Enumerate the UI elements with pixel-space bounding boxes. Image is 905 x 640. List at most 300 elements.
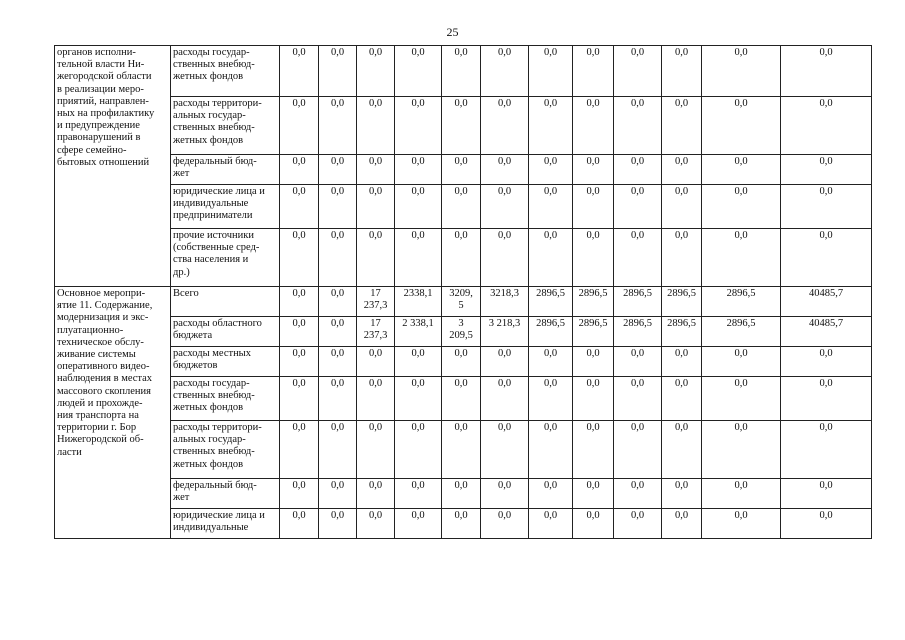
value-cell <box>357 287 395 317</box>
value-line: 0,0 <box>454 186 468 197</box>
value-line: 0,0 <box>543 378 558 389</box>
value-line: 0,0 <box>368 186 383 197</box>
funding-source-line: ства населения и <box>173 254 249 266</box>
value-line: 0,0 <box>543 186 558 197</box>
budget-table <box>54 45 872 539</box>
value-line: 2896,5 <box>578 318 608 329</box>
value-cell <box>442 509 481 539</box>
funding-source-line: расходы областного <box>173 318 262 329</box>
value-cell <box>442 287 481 317</box>
table-row <box>55 229 872 287</box>
value-cell <box>573 185 614 229</box>
value-cell <box>357 509 395 539</box>
value-cell <box>614 377 662 421</box>
value-cell <box>280 377 319 421</box>
value-line: 0,0 <box>292 422 306 433</box>
value-line: 0,0 <box>543 47 558 58</box>
value-line: 0,0 <box>330 510 345 521</box>
value-cell <box>319 229 357 287</box>
value-line: 0,0 <box>734 47 748 58</box>
value-line: 40485,7 <box>808 318 844 329</box>
value-line: 0,0 <box>368 510 383 521</box>
value-cell <box>319 421 357 479</box>
table-row <box>55 347 872 377</box>
funding-source-cell <box>171 229 280 287</box>
value-cell <box>529 421 573 479</box>
value-line: 237,3 <box>363 330 388 342</box>
value-cell <box>395 317 442 347</box>
value-line: 0,0 <box>292 98 306 109</box>
value-line: 0,0 <box>292 378 306 389</box>
value-cell <box>781 229 872 287</box>
value-cell <box>395 347 442 377</box>
funding-source-line: жетных фондов <box>173 458 244 470</box>
value-line: 0,0 <box>586 348 600 359</box>
value-cell <box>280 185 319 229</box>
value-line: 0,0 <box>292 318 306 329</box>
funding-source-line: юридические лица и <box>173 510 265 521</box>
table-row <box>55 479 872 509</box>
funding-source-line: бюджета <box>173 330 213 342</box>
value-line: 3218,3 <box>490 288 519 299</box>
value-line: 0,0 <box>734 186 748 197</box>
measure-description-line: живание системы <box>57 349 136 361</box>
value-line: 2896,5 <box>536 318 565 329</box>
value-line: 0,0 <box>411 186 425 197</box>
value-line: 0,0 <box>586 98 600 109</box>
value-line: 0,0 <box>330 230 345 241</box>
value-line: 0,0 <box>586 230 600 241</box>
measure-description-line: в реализации меро- <box>57 83 144 95</box>
value-cell <box>662 185 702 229</box>
value-cell <box>280 97 319 155</box>
funding-source-line: прочие источники <box>173 230 254 241</box>
funding-source-cell <box>171 421 280 479</box>
value-cell <box>529 377 573 421</box>
value-cell <box>319 509 357 539</box>
value-cell <box>442 97 481 155</box>
value-line: 2896,5 <box>536 288 565 299</box>
value-line: 0,0 <box>734 98 748 109</box>
funding-source-line: расходы государ- <box>173 378 250 389</box>
funding-source-line: (собственные сред- <box>173 242 260 254</box>
value-cell <box>662 347 702 377</box>
value-line: 0,0 <box>497 230 512 241</box>
value-cell <box>442 155 481 185</box>
measure-description-line: сфере семейно- <box>57 144 127 156</box>
value-cell <box>662 317 702 347</box>
funding-source-line: жет <box>173 492 190 504</box>
value-line: 0,0 <box>734 378 748 389</box>
table-row <box>55 155 872 185</box>
value-line: 0,0 <box>734 348 748 359</box>
value-line: 2896,5 <box>667 318 696 329</box>
value-line: 0,0 <box>819 156 833 167</box>
value-line: 2896,5 <box>726 318 756 329</box>
measure-description-line: тельной власти Ни- <box>57 59 145 71</box>
value-line: 0,0 <box>368 47 383 58</box>
measure-description-line: наблюдения в местах <box>57 373 153 385</box>
value-cell <box>357 229 395 287</box>
measure-description-line: жегородской области <box>57 71 152 83</box>
value-cell <box>614 317 662 347</box>
value-cell <box>395 229 442 287</box>
value-cell <box>702 421 781 479</box>
measure-description-line: плуатационно- <box>57 324 124 336</box>
table-row <box>55 97 872 155</box>
value-line: 0,0 <box>497 98 512 109</box>
value-cell <box>395 155 442 185</box>
value-cell <box>662 479 702 509</box>
funding-source-line: расходы местных <box>173 348 251 359</box>
funding-source-cell <box>171 377 280 421</box>
value-line: 0,0 <box>411 348 425 359</box>
value-line: 0,0 <box>674 230 689 241</box>
value-line: 0,0 <box>330 156 345 167</box>
value-line: 0,0 <box>330 480 345 491</box>
value-line: 0,0 <box>734 510 748 521</box>
value-cell <box>319 155 357 185</box>
value-cell <box>280 155 319 185</box>
value-line: 2 338,1 <box>402 318 434 329</box>
value-cell <box>662 509 702 539</box>
value-line: 2338,1 <box>403 288 433 299</box>
value-line: 2896,5 <box>667 288 696 299</box>
value-cell <box>319 185 357 229</box>
measure-description-line: правонарушений в <box>57 132 141 144</box>
value-cell <box>319 97 357 155</box>
value-cell <box>481 97 529 155</box>
value-cell <box>395 377 442 421</box>
value-cell <box>395 185 442 229</box>
value-cell <box>614 46 662 97</box>
value-cell <box>529 479 573 509</box>
value-line: 0,0 <box>497 186 512 197</box>
value-line: 0,0 <box>543 422 558 433</box>
value-cell <box>702 46 781 97</box>
funding-source-cell <box>171 509 280 539</box>
value-line: 0,0 <box>292 186 306 197</box>
value-cell <box>573 229 614 287</box>
value-cell <box>481 421 529 479</box>
measure-description-line: оперативного видео- <box>57 361 150 373</box>
value-cell <box>573 46 614 97</box>
value-cell <box>529 46 573 97</box>
value-line: 0,0 <box>411 98 425 109</box>
value-cell <box>702 317 781 347</box>
value-line: 0,0 <box>819 348 833 359</box>
value-line: 0,0 <box>543 156 558 167</box>
funding-source-line: жетных фондов <box>173 134 244 146</box>
funding-source-line: расходы территори- <box>173 422 262 433</box>
value-line: 0,0 <box>674 186 689 197</box>
funding-source-line: расходы государ- <box>173 47 250 58</box>
value-line: 0,0 <box>330 186 345 197</box>
value-cell <box>280 479 319 509</box>
value-cell <box>481 229 529 287</box>
value-cell <box>781 287 872 317</box>
value-line: 3209, <box>449 288 473 299</box>
funding-source-line: ственных внебюд- <box>173 446 255 458</box>
value-line: 0,0 <box>630 98 645 109</box>
value-cell <box>529 97 573 155</box>
value-cell <box>481 347 529 377</box>
value-line: 0,0 <box>454 348 468 359</box>
value-cell <box>573 377 614 421</box>
value-cell <box>357 317 395 347</box>
value-cell <box>702 185 781 229</box>
value-line: 0,0 <box>368 378 383 389</box>
measure-description-line: и предупреждение <box>57 120 140 132</box>
value-cell <box>357 185 395 229</box>
value-line: 0,0 <box>734 480 748 491</box>
value-cell <box>319 377 357 421</box>
value-cell <box>442 185 481 229</box>
value-line: 0,0 <box>497 480 512 491</box>
page-number: 25 <box>446 25 459 39</box>
value-cell <box>662 229 702 287</box>
value-line: 0,0 <box>454 156 468 167</box>
value-cell <box>357 97 395 155</box>
value-line: 0,0 <box>368 422 383 433</box>
value-line: 0,0 <box>454 47 468 58</box>
value-line: 0,0 <box>497 510 512 521</box>
funding-source-cell <box>171 287 280 317</box>
value-line: 0,0 <box>292 480 306 491</box>
value-line: 0,0 <box>630 510 645 521</box>
value-cell <box>662 421 702 479</box>
value-cell <box>702 97 781 155</box>
funding-source-line: Всего <box>173 288 199 299</box>
value-cell <box>702 229 781 287</box>
value-line: 0,0 <box>674 156 689 167</box>
value-line: 0,0 <box>330 422 345 433</box>
value-line: 0,0 <box>411 156 425 167</box>
value-cell <box>573 509 614 539</box>
value-cell <box>614 229 662 287</box>
value-line: 0,0 <box>674 47 689 58</box>
value-line: 0,0 <box>586 47 600 58</box>
value-cell <box>662 46 702 97</box>
value-cell <box>614 509 662 539</box>
value-line: 0,0 <box>543 510 558 521</box>
value-cell <box>280 509 319 539</box>
value-line: 0,0 <box>674 348 689 359</box>
value-cell <box>442 229 481 287</box>
funding-source-line: бюджетов <box>173 360 218 372</box>
value-cell <box>573 421 614 479</box>
value-line: 0,0 <box>411 422 425 433</box>
value-line: 17 <box>370 318 381 329</box>
value-line: 0,0 <box>630 378 645 389</box>
value-line: 0,0 <box>586 480 600 491</box>
value-line: 209,5 <box>449 330 473 342</box>
measure-description-line: ния транспорта на <box>57 410 139 422</box>
funding-source-cell <box>171 479 280 509</box>
value-cell <box>781 97 872 155</box>
value-line: 0,0 <box>330 378 345 389</box>
value-line: 0,0 <box>330 348 345 359</box>
value-cell <box>357 155 395 185</box>
measure-description-line: людей и прохожде- <box>57 397 143 409</box>
measure-description-line: массового скопления <box>57 385 151 397</box>
value-line: 0,0 <box>330 318 345 329</box>
value-cell <box>395 509 442 539</box>
funding-source-line: предприниматели <box>173 210 253 222</box>
value-line: 0,0 <box>586 510 600 521</box>
value-line: 0,0 <box>454 98 468 109</box>
value-line: 0,0 <box>497 378 512 389</box>
value-cell <box>529 509 573 539</box>
value-cell <box>529 229 573 287</box>
value-cell <box>573 155 614 185</box>
value-line: 2896,5 <box>726 288 756 299</box>
value-cell <box>662 377 702 421</box>
value-line: 0,0 <box>630 186 645 197</box>
value-cell <box>702 377 781 421</box>
value-cell <box>781 479 872 509</box>
funding-source-line: индивидуальные <box>173 522 249 534</box>
value-cell <box>481 317 529 347</box>
measure-description-line: Нижегородской об- <box>57 434 144 446</box>
value-line: 0,0 <box>292 348 306 359</box>
value-cell <box>781 377 872 421</box>
measure-description-line: ятие 11. Содержание, <box>57 300 153 312</box>
value-cell <box>614 347 662 377</box>
value-line: 3 <box>458 318 464 329</box>
value-line: 0,0 <box>586 186 600 197</box>
table-row <box>55 377 872 421</box>
value-cell <box>442 347 481 377</box>
measure-description-line: ных на профилактику <box>57 108 155 120</box>
value-cell <box>357 377 395 421</box>
table-row <box>55 317 872 347</box>
funding-source-cell <box>171 46 280 97</box>
value-cell <box>702 347 781 377</box>
value-cell <box>781 155 872 185</box>
value-line: 0,0 <box>368 156 383 167</box>
value-line: 0,0 <box>497 422 512 433</box>
funding-source-cell <box>171 155 280 185</box>
value-cell <box>573 479 614 509</box>
value-cell <box>395 46 442 97</box>
value-cell <box>319 317 357 347</box>
funding-source-line: юридические лица и <box>173 186 265 197</box>
value-line: 0,0 <box>330 98 345 109</box>
value-line: 0,0 <box>292 47 306 58</box>
value-line: 0,0 <box>819 422 833 433</box>
value-cell <box>280 421 319 479</box>
value-line: 0,0 <box>368 348 383 359</box>
value-line: 0,0 <box>630 47 645 58</box>
value-cell <box>395 287 442 317</box>
measure-description-line: органов исполни- <box>57 47 136 58</box>
value-cell <box>481 155 529 185</box>
value-cell <box>662 287 702 317</box>
value-line: 0,0 <box>497 348 512 359</box>
value-cell <box>781 185 872 229</box>
value-cell <box>529 287 573 317</box>
value-line: 0,0 <box>819 230 833 241</box>
funding-source-line: ственных внебюд- <box>173 59 255 71</box>
value-line: 0,0 <box>292 510 306 521</box>
value-cell <box>781 421 872 479</box>
value-cell <box>442 479 481 509</box>
value-line: 0,0 <box>674 422 689 433</box>
table-row <box>55 185 872 229</box>
funding-source-line: альных государ- <box>173 434 246 446</box>
value-cell <box>357 46 395 97</box>
table-row <box>55 421 872 479</box>
value-line: 0,0 <box>454 480 468 491</box>
value-line: 0,0 <box>630 422 645 433</box>
value-cell <box>395 479 442 509</box>
value-line: 40485,7 <box>808 288 844 299</box>
value-line: 0,0 <box>292 288 306 299</box>
value-cell <box>614 479 662 509</box>
value-cell <box>481 185 529 229</box>
funding-source-line: ственных внебюд- <box>173 122 255 134</box>
measure-description-cell <box>55 46 171 287</box>
value-line: 0,0 <box>411 480 425 491</box>
measure-description-line: бытовых отношений <box>57 156 150 168</box>
value-line: 0,0 <box>819 186 833 197</box>
value-line: 0,0 <box>454 510 468 521</box>
value-cell <box>319 479 357 509</box>
value-line: 0,0 <box>819 98 833 109</box>
value-line: 17 <box>370 288 381 299</box>
value-line: 0,0 <box>586 378 600 389</box>
value-cell <box>280 46 319 97</box>
measure-description-line: модернизация и экс- <box>57 312 149 324</box>
value-cell <box>395 421 442 479</box>
value-line: 0,0 <box>543 348 558 359</box>
value-line: 0,0 <box>734 156 748 167</box>
value-line: 3 218,3 <box>488 318 521 329</box>
value-line: 237,3 <box>363 300 388 312</box>
value-line: 0,0 <box>454 378 468 389</box>
value-cell <box>781 347 872 377</box>
value-cell <box>442 46 481 97</box>
funding-source-cell <box>171 185 280 229</box>
value-cell <box>529 317 573 347</box>
table-row <box>55 287 872 317</box>
funding-source-line: федеральный бюд- <box>173 156 257 167</box>
value-cell <box>319 347 357 377</box>
value-cell <box>781 46 872 97</box>
value-cell <box>442 377 481 421</box>
value-line: 0,0 <box>368 98 383 109</box>
value-cell <box>280 229 319 287</box>
value-cell <box>481 509 529 539</box>
value-line: 5 <box>458 300 464 312</box>
value-cell <box>702 155 781 185</box>
budget-table-body <box>55 46 872 539</box>
value-cell <box>481 46 529 97</box>
value-cell <box>357 479 395 509</box>
funding-source-line: жетных фондов <box>173 71 244 83</box>
value-line: 0,0 <box>292 230 306 241</box>
table-row <box>55 509 872 539</box>
value-line: 0,0 <box>819 510 833 521</box>
value-line: 0,0 <box>734 230 748 241</box>
measure-description-line: ласти <box>57 446 82 458</box>
funding-source-line: федеральный бюд- <box>173 480 257 491</box>
value-line: 0,0 <box>674 98 689 109</box>
value-line: 0,0 <box>411 230 425 241</box>
funding-source-line: расходы территори- <box>173 98 262 109</box>
value-line: 0,0 <box>454 230 468 241</box>
